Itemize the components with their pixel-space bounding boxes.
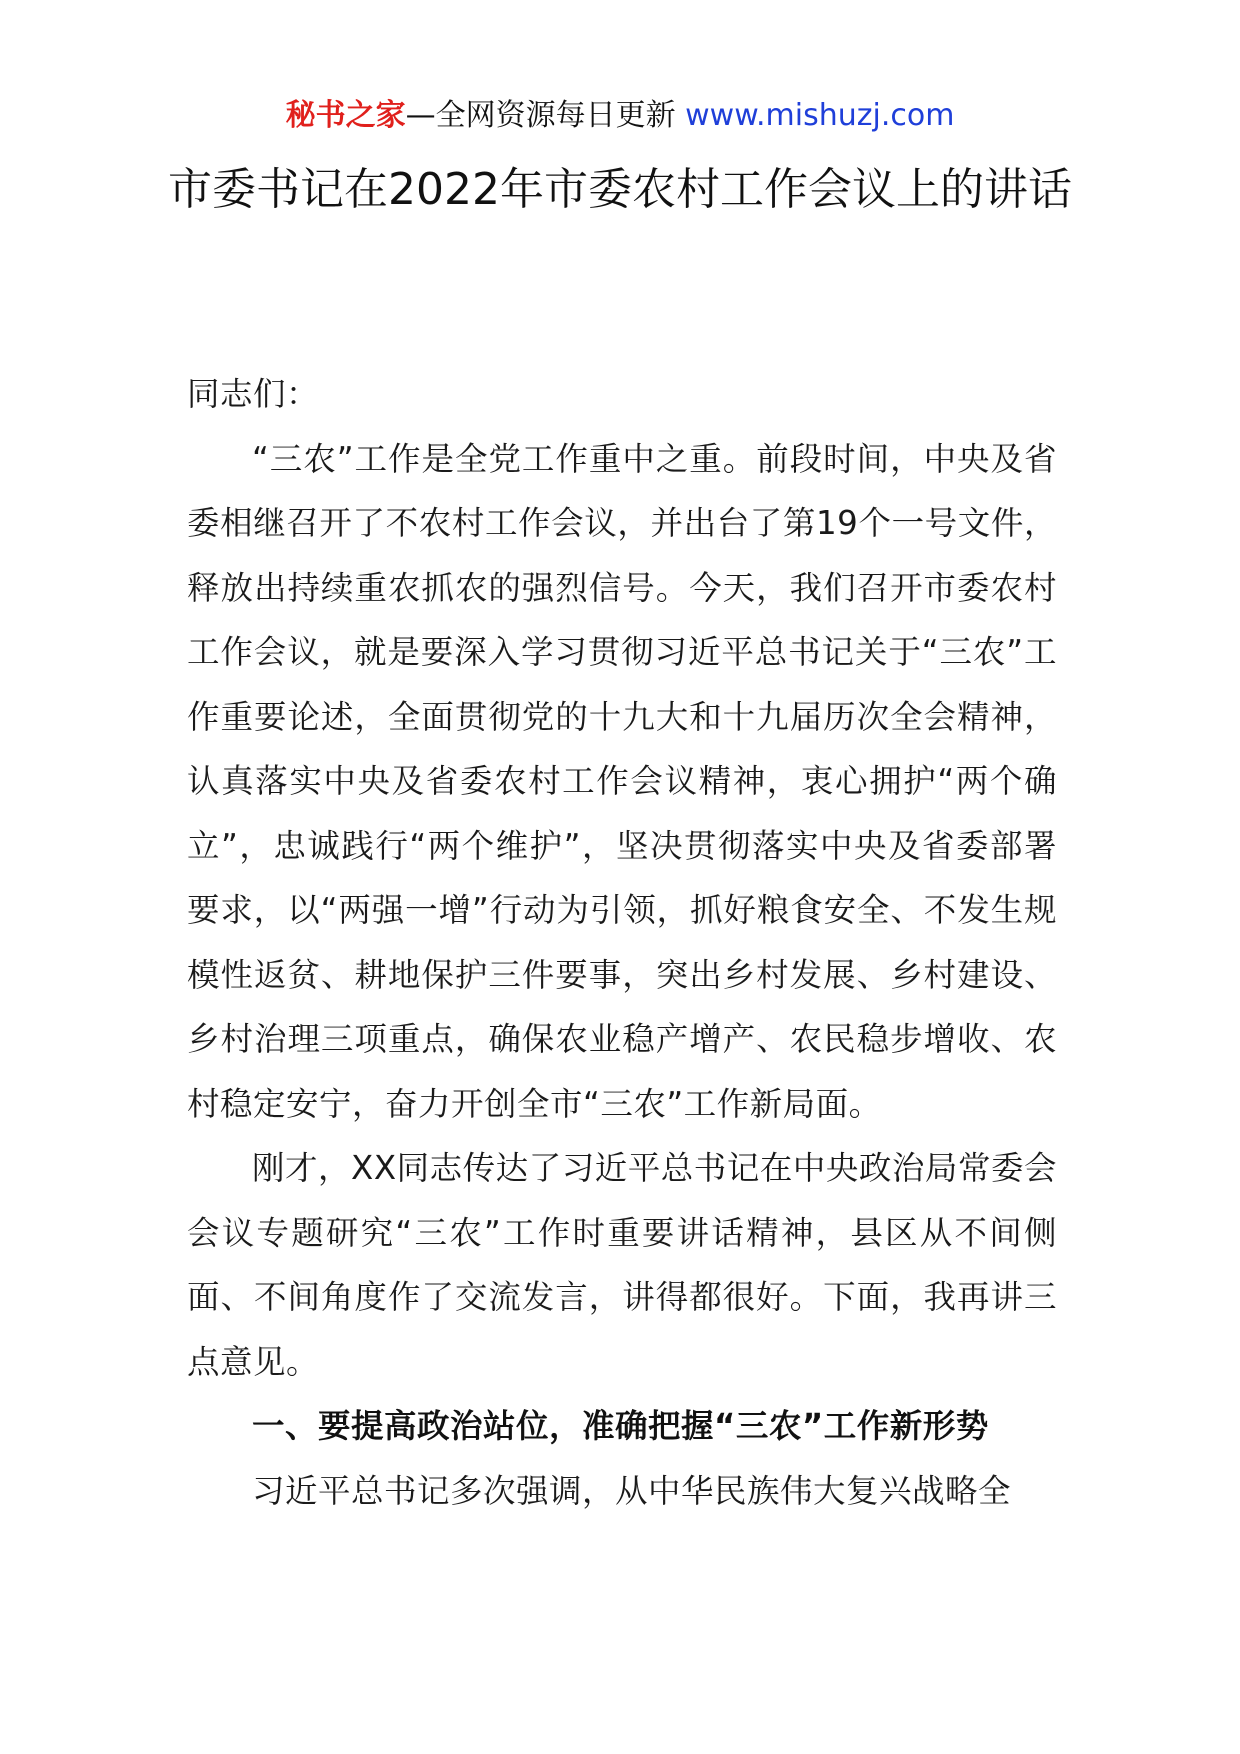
header-tagline: —全网资源每日更新: [405, 98, 676, 133]
site-header: [0, 96, 1240, 136]
salutation: 同志们：: [187, 375, 320, 413]
brand-name: 秘书之家: [285, 98, 406, 133]
section-heading-1: 一、要提高政治站位，准确把握“三农”工作新形势: [252, 1407, 989, 1445]
document-body: [187, 362, 1057, 1523]
document-title: 市委书记在2022年市委农村工作会议上的讲话: [168, 164, 1072, 215]
site-link[interactable]: www.mishuzj.com: [685, 98, 955, 133]
section-1-paragraph: 习近平总书记多次强调，从中华民族伟大复兴战略全: [252, 1471, 1012, 1510]
paragraph-1: “三农”工作是全党工作重中之重。前段时间，中央及省委相继召开了不农村工作会议，并出台了第19个一号文件，释放出持续重农抓农的强烈信号。今天，我们召开市委农村工作会议，就是要深入学习贯彻习近平总书记关于“三农”工作重要论述，全面贯彻党的十九大和十九届历次全会精神，认真落实中央及省委农村工作会议精神，衷心拥护“两个确立”，忠诚践行“两个维护”，坚决贯彻落实中央及省委部署要求，以“两强一增”行动为引领，抓好粮食安全、不发生规模性返贫、耕地保护三件要事，突出乡村发展、乡村建设、乡村治理三项重点，确保农业稳产增产、农民稳步增收、农村稳定安宁，奋力开创全市“三农”工作新局面。: [187, 439, 1057, 1123]
paragraph-2: 刚才，XX同志传达了习近平总书记在中央政治局常委会会议专题研究“三农”工作时重要讲话精神，县区从不间侧面、不间角度作了交流发言，讲得都很好。下面，我再讲三点意见。: [187, 1149, 1057, 1381]
